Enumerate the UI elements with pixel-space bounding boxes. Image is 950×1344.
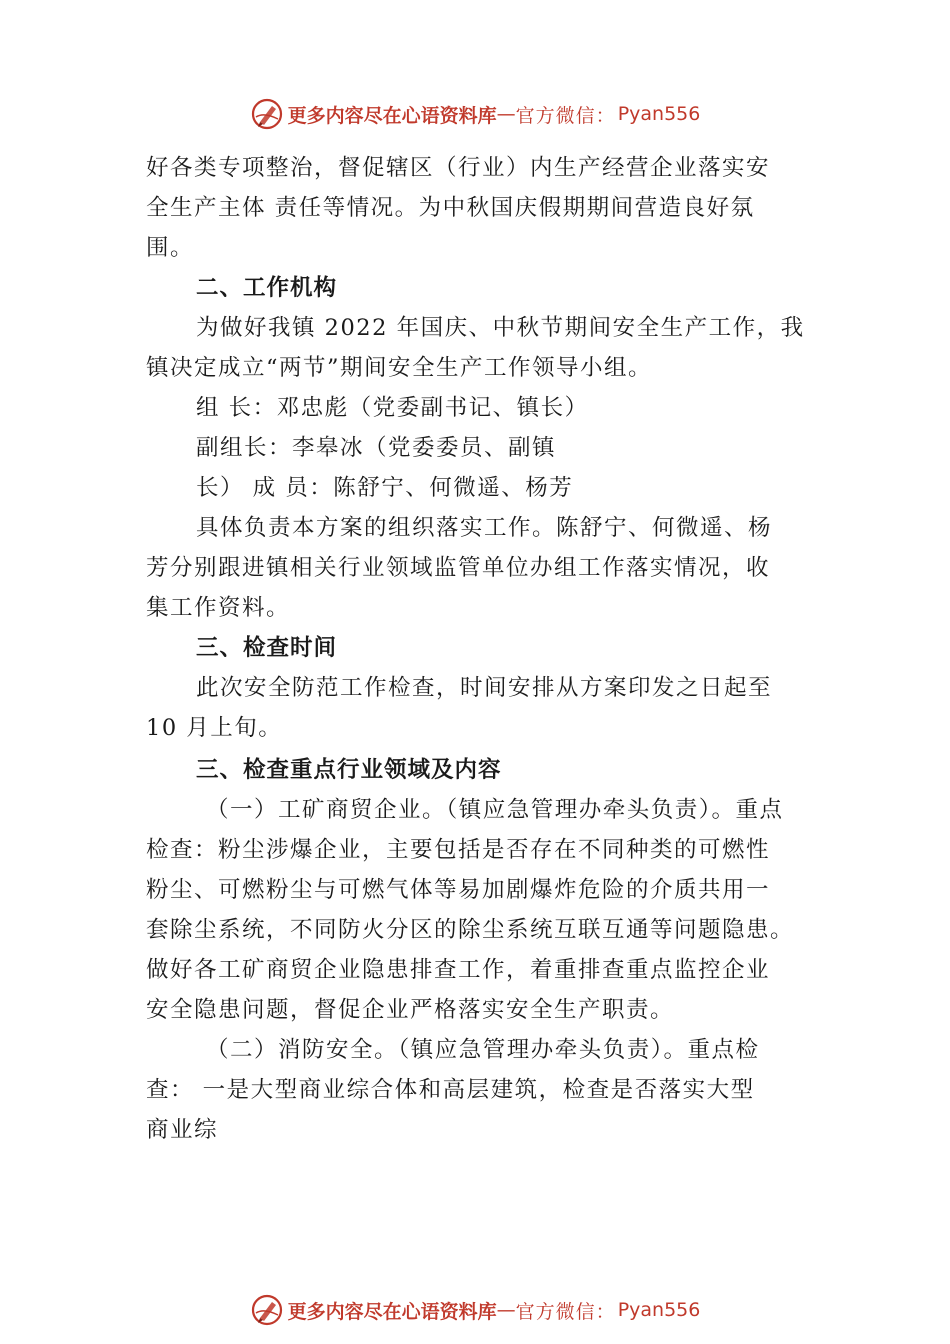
text-line: 镇决定成立“两节”期间安全生产工作领导小组。: [146, 355, 653, 381]
text-line: 集工作资料。: [146, 595, 291, 621]
text-line: 10 月上旬。: [146, 715, 283, 741]
intro-paragraph: [146, 148, 826, 268]
text-line: 粉尘、可燃粉尘与可燃气体等易加剧爆炸危险的介质共用一: [146, 877, 771, 903]
document-body: [146, 148, 826, 1150]
text-line: 好各类专项整治，督促辖区（行业）内生产经营企业落实安: [146, 155, 771, 181]
text-line: 围。: [146, 235, 195, 261]
text-line: 全生产主体 责任等情况。为中秋国庆假期期间营造良好氛: [146, 195, 755, 221]
text-line: 套除尘系统，不同防火分区的除尘系统互联互通等问题隐患。: [146, 917, 795, 943]
text-line: 检查：粉尘涉爆企业，主要包括是否存在不同种类的可燃性: [146, 837, 771, 863]
text-line: 为做好我镇 2022 年国庆、中秋节期间安全生产工作，我: [196, 315, 805, 341]
watermark-title: 更多内容尽在心语资料库: [287, 104, 497, 127]
watermark-separator: —: [496, 1299, 516, 1321]
deputy-leader-line: 副组长：李皋冰（党委委员、副镇: [196, 435, 557, 461]
section-heading-inspection-time: 三、检查时间: [196, 635, 338, 661]
pen-logo-icon: [250, 1293, 284, 1327]
text-line: 商业综: [146, 1117, 219, 1143]
section-heading-organization: 二、工作机构: [196, 275, 338, 301]
watermark-footer: [0, 1290, 950, 1330]
watermark-header: [0, 94, 950, 134]
watermark-separator: —: [496, 103, 516, 125]
watermark-official-label: 官方微信：: [515, 1300, 616, 1323]
text-line: 此次安全防范工作检查，时间安排从方案印发之日起至: [196, 675, 773, 701]
pen-logo-icon: [250, 97, 284, 131]
leader-line: 组 长：邓忠彪（党委副书记、镇长）: [196, 395, 589, 421]
watermark-title: 更多内容尽在心语资料库: [287, 1300, 497, 1323]
text-line: 芳分别跟进镇相关行业领域监管单位办组工作落实情况，收: [146, 555, 771, 581]
section-heading-inspection-focus: 三、检查重点行业领域及内容: [196, 757, 502, 783]
text-line: 查： 一是大型商业综合体和高层建筑，检查是否落实大型: [146, 1077, 755, 1103]
text-line: 具体负责本方案的组织落实工作。陈舒宁、何微遥、杨: [196, 515, 773, 541]
members-line: 长） 成 员：陈舒宁、何微遥、杨芳: [196, 475, 574, 501]
watermark-wechat-id: Pyan556: [617, 103, 701, 125]
text-line: （一）工矿商贸企业。（镇应急管理办牵头负责）。重点: [206, 797, 784, 823]
text-line: 安全隐患问题，督促企业严格落实安全生产职责。: [146, 997, 675, 1023]
watermark-wechat-id: Pyan556: [617, 1299, 701, 1321]
watermark-official-label: 官方微信：: [515, 104, 616, 127]
text-line: 做好各工矿商贸企业隐患排查工作，着重排查重点监控企业: [146, 957, 771, 983]
text-line: （二）消防安全。（镇应急管理办牵头负责）。重点检: [206, 1037, 760, 1063]
